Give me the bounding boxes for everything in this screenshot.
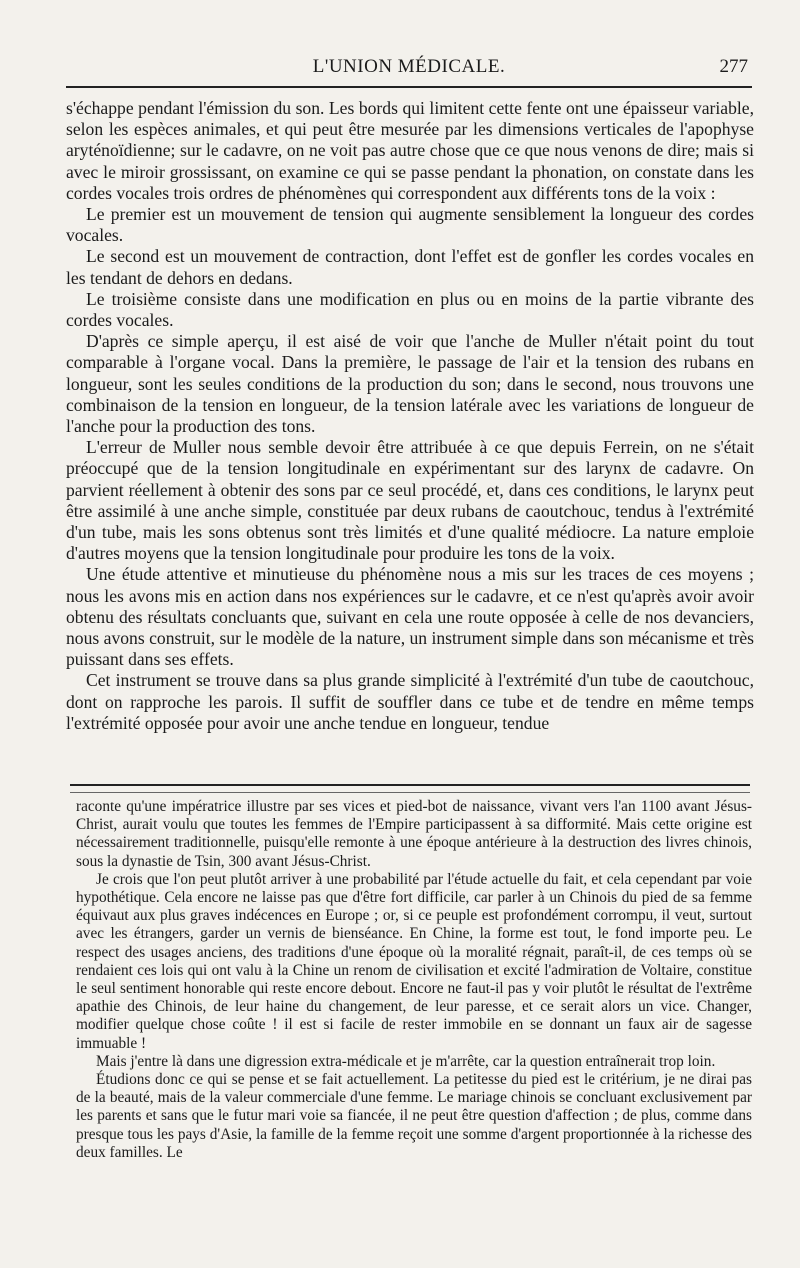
page-header bbox=[66, 56, 752, 88]
footnote-paragraph: Je crois que l'on peut plutôt arriver à une probabilité par l'étude actuelle du fait, et cela cependant par voie hypothétique. Cela encore ne laisse pas que d'être fort difficile, car parler à un Chinois du pied de sa femme équivaut aux plus graves indécences en Europe ; or, si ce peuple est profondément corrompu, il veut, surtout avec les étrangers, garder un vernis de bienséance. En Chine, la forme est tout, le fond importe peu. Le respect des usages anciens, des traditions d'une époque où la moralité régnait, paraît-il, de ces temps où se rendaient ces lois qui ont valu à la Chine un renom de civilisation et excité l'admiration de Voltaire, constitue le seul sentiment honorable qui reste encore debout. Encore ne faut-il pas y voir plutôt le résultat de l'extrême apathie des Chinois, de leur haine du changement, de leur paresse, et ce serait alors un vice. Changer, modifier quelque chose coûte ! il est si facile de rester immobile en se donnant un faux air de sagesse immuable ! bbox=[76, 870, 752, 1052]
page-number: 277 bbox=[719, 56, 748, 77]
footnote-separator bbox=[70, 784, 750, 793]
paragraph: Cet instrument se trouve dans sa plus grande simplicité à l'extrémité d'un tube de caoutchouc, dont on rapproche les parois. Il suffit de souffler dans ce tube et de tendre en même temps l'extrémité opposée pour avoir une anche tendue en longueur, tendue bbox=[66, 670, 754, 733]
footnote-paragraph: Étudions donc ce qui se pense et se fait actuellement. La petitesse du pied est le critérium, je ne dirai pas de la beauté, mais de la valeur commerciale d'une femme. Le mariage chinois se concluant exclusivement par les parents et sans que le futur mari voie sa fiancée, il ne peut être question d'affection ; de plus, comme dans presque tous les pays d'Asie, la famille de la femme reçoit une somme d'argent proportionnée à la richesse des deux familles. Le bbox=[76, 1071, 752, 1161]
footnote-paragraph: Mais j'entre là dans une digression extra-médicale et je m'arrête, car la question entraînerait trop loin. bbox=[96, 1052, 716, 1070]
main-text bbox=[66, 98, 754, 734]
paragraph: Une étude attentive et minutieuse du phénomène nous a mis sur les traces de ces moyens ; nous les avons mis en action dans nos expériences sur le cadavre, et ce n'est qu'après avoir avoir obtenu des résultats concluants que, suivant en cela une route opposée à celle de nos devanciers, nous avons construit, sur le modèle de la nature, un instrument simple dans son mécanisme et très puissant dans ses effets. bbox=[66, 564, 754, 670]
paragraph: s'échappe pendant l'émission du son. Les bords qui limitent cette fente ont une épaisseur variable, selon les espèces animales, et qui peut être mesurée par les dimensions verticales de l'apophyse aryténoïdienne; sur le cadavre, on ne voit pas autre chose que ce que nous venons de dire; mais si avec le miroir grossissant, on examine ce qui se passe pendant la phonation, on constate dans les cordes vocales trois ordres de phénomènes qui correspondent aux différents tons de la voix : bbox=[66, 98, 754, 203]
paragraph: L'erreur de Muller nous semble devoir être attribuée à ce que depuis Ferrein, on ne s'était préoccupé que de la tension longitudinale en expérimentant sur des larynx de cadavre. On parvient réellement à obtenir des sons par ce seul procédé, et, dans ces conditions, le larynx peut être assimilé à une anche simple, constituée par deux rubans de caoutchouc, tendus à l'extrémité d'un tube, mais les sons obtenus sont très limités et d'une qualité médiocre. La nature emploie d'autres moyens que la tension longitudinale pour produire les tons de la voix. bbox=[66, 437, 754, 564]
paragraph: Le second est un mouvement de contraction, dont l'effet est de gonfler les cordes vocales en les tendant de dehors en dedans. bbox=[66, 246, 754, 288]
running-title: L'UNION MÉDICALE. bbox=[312, 56, 506, 77]
footnote-text bbox=[76, 798, 752, 1162]
paragraph: D'après ce simple aperçu, il est aisé de voir que l'anche de Muller n'était point du tout comparable à l'organe vocal. Dans la première, le passage de l'air et la tension des rubans en longueur, sont les seules conditions de la production du son; dans le second, nous trouvons une combinaison de la tension en longueur, de la tension latérale avec les variations de longueur de l'anche pour la production des tons. bbox=[66, 331, 754, 437]
footnote-paragraph: raconte qu'une impératrice illustre par ses vices et pied-bot de naissance, vivant vers l'an 1100 avant Jésus-Christ, aurait voulu que toutes les femmes de l'Empire participassent à sa difformité. Mais cette origine est nécessairement traditionnelle, puisqu'elle remonte à une époque antérieure à la destruction des livres chinois, sous la dynastie de Tsin, 300 avant Jésus-Christ. bbox=[76, 798, 752, 870]
paragraph: Le premier est un mouvement de tension qui augmente sensiblement la longueur des cordes vocales. bbox=[66, 204, 754, 246]
paragraph: Le troisième consiste dans une modification en plus ou en moins de la partie vibrante des cordes vocales. bbox=[66, 288, 754, 331]
